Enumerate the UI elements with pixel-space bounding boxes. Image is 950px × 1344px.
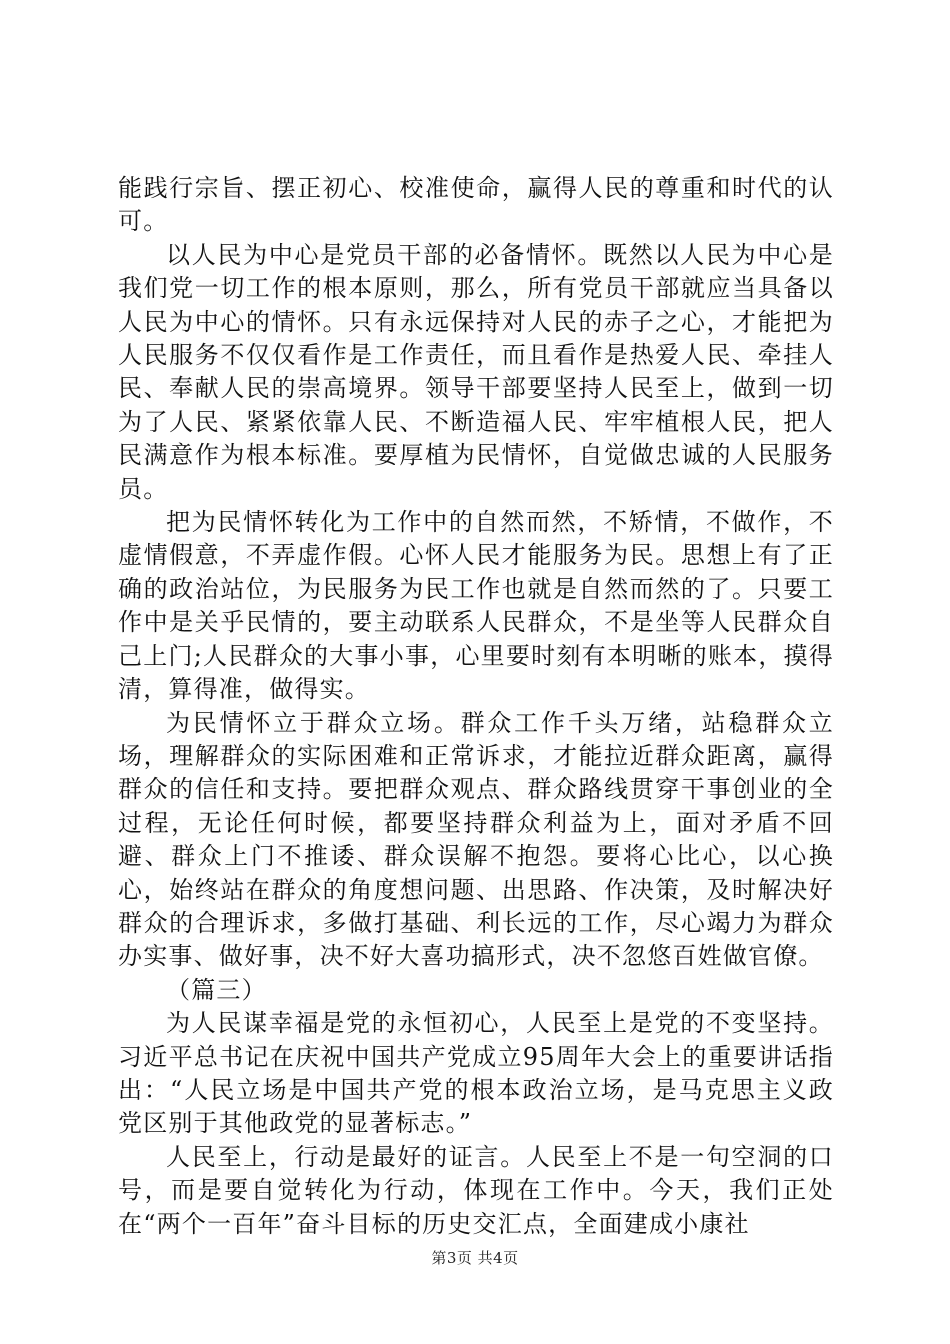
section-heading: （篇三） [166, 975, 267, 1004]
document-body [118, 172, 834, 1241]
paragraph: 人民至上，行动是最好的证言。人民至上不是一句空洞的口号，而是要自觉转化为行动，体现在工作中。今天，我们正处在“两个一百年”奋斗目标的历史交汇点，全面建成小康社 [118, 1142, 834, 1238]
paragraph: 为民情怀立于群众立场。群众工作千头万绪，站稳群众立场，理解群众的实际困难和正常诉求，才能拉近群众距离，赢得群众的信任和支持。要把群众观点、群众路线贯穿干事创业的全过程，无论任何时候，都要坚持群众利益为上，面对矛盾不回避、群众上门不推诿、群众误解不抱怨。要将心比心，以心换心，始终站在群众的角度想问题、出思路、作决策，及时解决好群众的合理诉求，多做打基础、利长远的工作，尽心竭力为群众办实事、做好事，决不好大喜功搞形式，决不忽悠百姓做官僚。 [118, 708, 834, 971]
paragraph: 以人民为中心是党员干部的必备情怀。既然以人民为中心是我们党一切工作的根本原则，那么，所有党员干部就应当具备以人民为中心的情怀。只有永远保持对人民的赤子之心，才能把为人民服务不仅仅看作是工作责任，而且看作是热爱人民、牵挂人民、奉献人民的崇高境界。领导干部要坚持人民至上，做到一切为了人民、紧紧依靠人民、不断造福人民、牢牢植根人民，把人民满意作为根本标准。要厚植为民情怀，自觉做忠诚的人民服务员。 [118, 240, 834, 503]
paragraph-continuation: 能践行宗旨、摆正初心、校准使命，赢得人民的尊重和时代的认可。 [118, 174, 834, 236]
paragraph: 为人民谋幸福是党的永恒初心，人民至上是党的不变坚持。习近平总书记在庆祝中国共产党成立95周年大会上的重要讲话指出：“人民立场是中国共产党的根本政治立场，是马克思主义政党区别于其他政党的显著标志。” [118, 1009, 834, 1138]
paragraph: 把为民情怀转化为工作中的自然而然，不矫情，不做作，不虚情假意，不弄虚作假。心怀人民才能服务为民。思想上有了正确的政治站位，为民服务为民工作也就是自然而然的了。只要工作中是关乎民情的，要主动联系人民群众，不是坐等人民群众自己上门;人民群众的大事小事，心里要时刻有本明晰的账本，摸得清，算得准，做得实。 [118, 508, 834, 704]
page-footer: 第3页 共4页 [431, 1249, 519, 1267]
